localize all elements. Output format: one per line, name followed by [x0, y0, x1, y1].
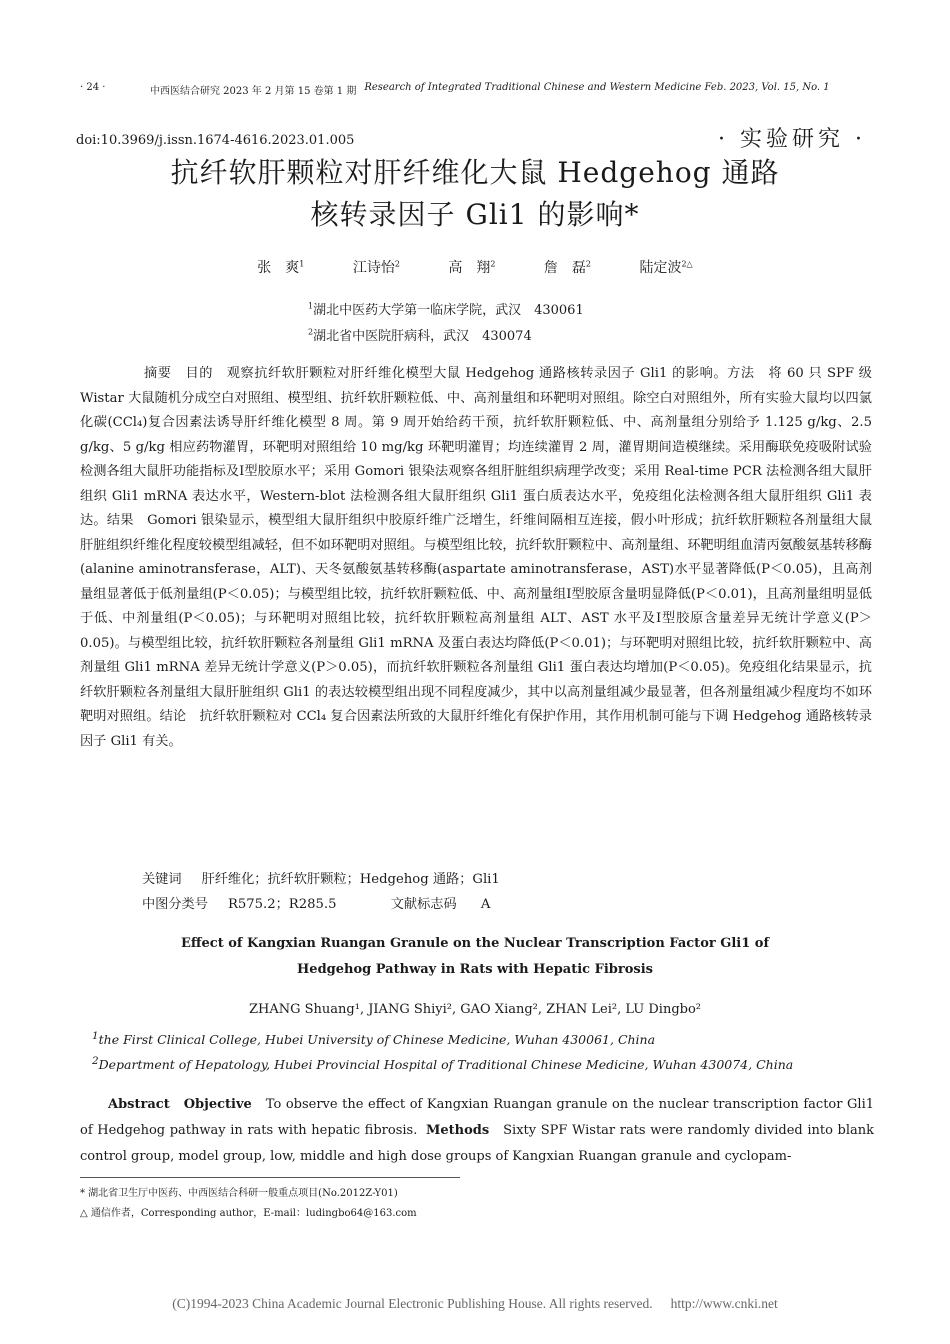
journal-name-en: Research of Integrated Traditional Chinese and Western Medicine Feb. 2023, Vol. 15, No. 1 — [364, 82, 830, 93]
authors-en: ZHANG Shuang¹, JIANG Shiyi², GAO Xiang², ZHAN Lei², LU Dingbo² — [248, 1002, 702, 1017]
title-en-line-1: Effect of Kangxian Ruangan Granule on the Nuclear Transcription Factor Gli1 of — [180, 936, 770, 951]
author-name: 高 翔$^2$ — [448, 259, 496, 276]
classification: 中图分类号 R575.2；R285.5 文献标志码 A — [142, 897, 491, 912]
journal-name-cn: 中西医结合研究 2023 年 2 月第 15 卷第 1 期 — [150, 86, 357, 97]
cnki-link[interactable]: http://www.cnki.net — [670, 1296, 778, 1311]
abstract-cn — [80, 362, 872, 754]
copyright-text: (C)1994-2023 China Academic Journal Electronic Publishing House. All rights reserved. — [172, 1296, 653, 1311]
author-name: 张 爽$^1$ — [257, 259, 305, 276]
abstract-cn-text: 目的 观察抗纤软肝颗粒对肝纤维化模型大鼠 Hedgehog 通路核转录因子 Gli1 的影响。方法 将 60 只 SPF 级 Wistar 大鼠随机分成空白对照组、模型组、抗纤软肝颗粒低、中、高剂量组和环靶明对照组。除空白对照组外，所有实验大鼠均以四氯化碳(CCl₄)复合因素法诱导肝纤维化模型 8 周。第 9 周开始给药干预，抗纤软肝颗粒低、中、高剂量组分别给予 1.125 g/kg、2.5 g/kg、5 g/kg 相应药物灌胃，环靶明对照组给 10 mg/kg 环靶明灌胃；均连续灌胃 2 周，灌胃期间造模继续。采用酶联免疫吸附试验检测各组大鼠肝功能指标及Ⅰ型胶原水平；采用 Gomori 银染法观察各组肝脏组织病理学改变；采用 Real-time PCR 法检测各组大鼠肝组织 Gli1 mRNA 表达水平，Western-blot 法检测各组大鼠肝组织 Gli1 蛋白质表达水平，免疫组化法检测各组大鼠肝组织 Gli1 表达。结果 Gomori 银染显示，模型组大鼠肝组织中胶原纤维广泛增生，纤维间隔相互连接，假小叶形成；抗纤软肝颗粒各剂量组大鼠肝脏组织纤维化程度较模型组减轻，但不如环靶明对照组。与模型组比较，抗纤软肝颗粒中、高剂量组、环靶明组血清丙氨酸氨基转移酶(alanine aminotransferase，ALT)、天冬氨酸氨基转移酶(aspartate aminotransferase，AST)水平显著降低(P＜0.05)，且高剂量组显著低于低剂量组(P＜0.05)；与模型组比较，抗纤软肝颗粒低、中、高剂量组Ⅰ型胶原含量明显降低(P＜0.01)，且高剂量组明显低于低、中剂量组(P＜0.05)；与环靶明对照组比较，抗纤软肝颗粒高剂量组 ALT、AST 水平及Ⅰ型胶原含量差异无统计学意义(P＞0.05)。与模型组比较，抗纤软肝颗粒各剂量组 Gli1 mRNA 及蛋白表达均降低(P＜0.01)；与环靶明对照组比较，抗纤软肝颗粒中、高剂量组 Gli1 mRNA 差异无统计学意义(P＞0.05)，而抗纤软肝颗粒各剂量组 Gli1 蛋白表达均增加(P＜0.05)。免疫组化结果显示，抗纤软肝颗粒各剂量组大鼠肝脏组织 Gli1 的表达较模型组出现不同程度减少，其中以高剂量组减少最显著，但各剂量组减少程度均不如环靶明对照组。结论 抗纤软肝颗粒对 CCl₄ 复合因素法所致的大鼠肝纤维化有保护作用，其作用机制可能与下调 Hedgehog 通路核转录因子 Gli1 有关。 — [80, 366, 872, 749]
running-header — [80, 82, 880, 97]
author-name: 江诗怡$^2$ — [352, 259, 400, 276]
author-name: 陆定波$^{2\triangle}$ — [639, 259, 693, 276]
title-cn-line-1: 抗纤软肝颗粒对肝纤维化大鼠 Hedgehog 通路 — [170, 156, 780, 189]
keywords-cn: 关键词 肝纤维化；抗纤软肝颗粒；Hedgehog 通路；Gli1 — [142, 872, 500, 887]
abstract-cn-label: 摘要 — [144, 366, 172, 381]
copyright-footer — [0, 1296, 950, 1312]
title-cn-line-2: 核转录因子 Gli1 的影响* — [310, 198, 640, 231]
doi[interactable]: doi:10.3969/j.issn.1674-4616.2023.01.005 — [76, 133, 355, 148]
affiliation-cn-1: $^1$湖北中医药大学第一临床学院，武汉 430061 — [308, 301, 584, 318]
affiliation-cn-2: $^2$湖北省中医院肝病科，武汉 430074 — [308, 327, 532, 344]
footnote-corresponding: △ 通信作者，Corresponding author，E-mail：ludingbo64@163.com — [80, 1208, 417, 1219]
footnote-divider — [80, 1177, 460, 1178]
column-label: · 实验研究 · — [718, 127, 866, 152]
abstract-en: Abstract Objective To observe the effect of Kangxian Ruangan granule on the nuclear transcription factor Gli1 of Hedgehog pathway in rats with hepatic fibrosis. Methods Sixty SPF Wistar rats were randomly divided into blank control group, model group, low, middle and high dose groups of Kangxian Ruangan granule and cyclopam- — [80, 1097, 874, 1164]
author-name: 詹 磊$^2$ — [543, 259, 592, 276]
affiliation-en-2: $^2$Department of Hepatology, Hubei Provincial Hospital of Traditional Chinese Medicine, Wuhan 430074, China — [92, 1055, 794, 1073]
affiliation-en-1: $^1$the First Clinical College, Hubei University of Chinese Medicine, Wuhan 430061, China — [92, 1030, 656, 1048]
footnote-funding: * 湖北省卫生厅中医药、中西医结合科研一般重点项目(No.2012Z-Y01) — [80, 1188, 398, 1199]
title-en-line-2: Hedgehog Pathway in Rats with Hepatic Fibrosis — [297, 962, 653, 977]
authors-cn — [0, 257, 950, 277]
page-number: · 24 · — [80, 82, 106, 93]
